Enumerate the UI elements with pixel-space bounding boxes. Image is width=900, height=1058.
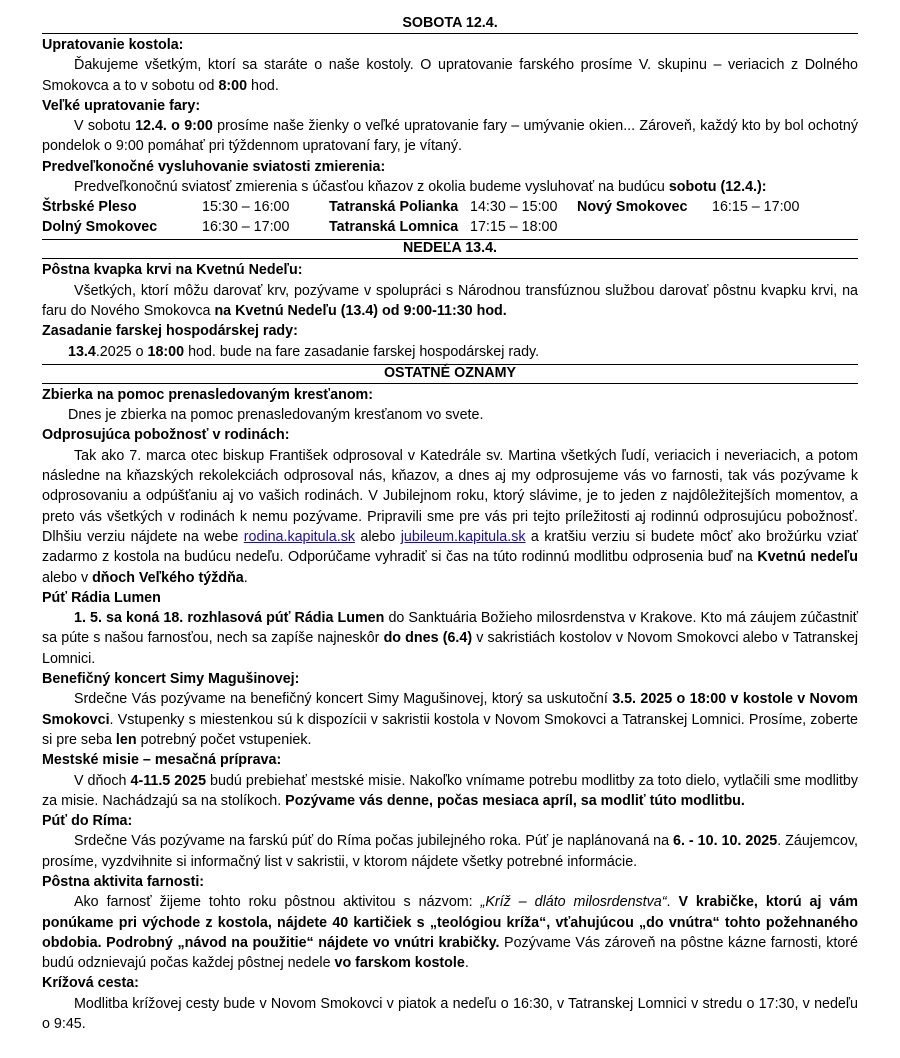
paragraph-church-cleaning <box>42 55 858 96</box>
text: Ako farnosť žijeme tohto roku pôstnou aktivitou s názvom: <box>74 894 481 911</box>
heading-concert: Benefičný koncert Simy Magušinovej: <box>42 671 300 688</box>
heading-lent-activity: Pôstna aktivita farnosti: <box>42 873 205 890</box>
paragraph-radio-lumen <box>42 608 858 669</box>
text: a kratšiu verziu si budete môcť ako brožúrku vziať zadarmo z kostola na budúcu nedeľu. Odporúčame vyhradiť si čas na túto rodinnú modlitbu odprosenia buď na <box>42 528 858 566</box>
bold-text: 1. 5. sa koná 18. rozhlasová púť Rádia Lumen <box>74 610 385 627</box>
text: budú prebiehať mestské misie. Nakoľko vnímame potrebu modlitby za toto dielo, vytlačili sme modlitby za misie. Nachádzajú sa na stolíkoch. <box>42 772 859 809</box>
bold-text: 3.5. 2025 o 18:00 v kostole v Novom Smokovci <box>42 691 859 728</box>
schedule-place: Štrbské Pleso <box>42 199 137 216</box>
bold-text: Kvetnú nedeľu <box>757 549 858 566</box>
text: Srdečne Vás pozývame na benefičný koncert Simy Magušinovej, ktorý sa uskutoční <box>74 691 613 708</box>
text: Predveľkonočnú sviatosť zmierenia s účasťou kňazov z okolia budeme vysluhovať na budúcu <box>74 179 669 196</box>
bold-text: do dnes (6.4) <box>383 630 473 647</box>
paragraph-confession <box>42 177 858 197</box>
heading-stations: Krížová cesta: <box>42 975 139 992</box>
schedule-place: Tatranská Lomnica <box>329 219 459 236</box>
schedule-time: 16:30 – 17:00 <box>202 219 290 236</box>
bold-text: 6. - 10. 10. 2025 <box>673 833 778 850</box>
heading-council: Zasadanie farskej hospodárskej rady: <box>42 323 298 340</box>
schedule-row <box>42 197 858 217</box>
heading-confession: Predveľkonočné vysluhovanie sviatosti zmierenia: <box>42 158 386 175</box>
section-header-sunday: NEDEĽA 13.4. <box>42 237 858 260</box>
bold-text: V krabičke, ktorú aj vám ponúkame pri východe z kostola, nájdete 40 kartičiek s „teológiou kríža“, vťahujúcou „do vnútra“ tohto požehnaného obdobia. Podrobný „návod na použitie“ nájdete vo vnútri krabičky. <box>42 894 858 951</box>
link-rodina[interactable]: rodina.kapitula.sk <box>243 528 355 545</box>
bold-text: vo farskom kostole <box>334 955 465 972</box>
schedule-time: 16:15 – 17:00 <box>712 199 800 216</box>
bold-date: 13.4 <box>68 343 96 360</box>
paragraph-forgiveness <box>42 446 858 588</box>
bold-text: 4-11.5 2025 <box>130 772 207 789</box>
italic-title: „Kríž – dláto milosrdenstva“ <box>480 894 667 911</box>
text: alebo <box>355 528 401 545</box>
paragraph-stations: Modlitba krížovej cesty bude v Novom Smokovci v piatok a nedeľu o 16:30, v Tatranskej Lomnici v stredu o 17:30, v nedeľu o 9:45. <box>42 995 858 1033</box>
bold-time: 18:00 <box>147 343 185 360</box>
text: prosíme naše žienky o veľké upratovanie fary – umývanie okien... Zároveň, každý kto by bol ochotný pondelok o 9:00 pomáhať pri týždennom upratovaní fary, je vítaný. <box>42 118 859 155</box>
text: alebo v <box>42 569 93 586</box>
text: . <box>464 955 469 972</box>
heading-mission: Mestské misie – mesačná príprava: <box>42 752 282 769</box>
section-header-other: OSTATNÉ OZNAMY <box>42 362 858 385</box>
text: do Sanktuária Božieho milosrdenstva v Krakove. Kto má záujem zúčastniť sa púte s našou farnosťou, nech sa zapíše najneskôr <box>42 610 858 647</box>
heading-forgiveness: Odprosujúca pobožnosť v rodinách: <box>42 427 290 444</box>
text: . Záujemcov, prosíme, vyzdvihnite si informačný list v sakristii, v ktorom nájdete všetky potrebné informácie. <box>42 833 858 870</box>
schedule-row <box>42 217 858 237</box>
heading-rome: Púť do Ríma: <box>42 813 133 830</box>
text: v sakristiách kostolov v Novom Smokovci alebo v Tatranskej Lomnici. <box>42 630 858 667</box>
text: potrebný počet vstupeniek. <box>136 731 312 748</box>
paragraph-lent-activity <box>42 892 858 973</box>
paragraph-blood-donation <box>42 281 858 322</box>
text: . Vstupenky s miestenkou sú k dispozícii v sakristii kostola v Novom Smokovci a Tatranskej Lomnici. Prosíme, zoberte si pre seba <box>42 711 858 748</box>
text: .2025 o <box>95 343 148 360</box>
paragraph-mission <box>42 771 858 812</box>
text: hod. bude na fare zasadanie farskej hospodárskej rady. <box>184 343 540 360</box>
bold-time: 8:00 <box>218 77 248 94</box>
bold-date-time: 12.4. o 9:00 <box>135 118 213 135</box>
paragraph-parish-cleaning <box>42 116 858 157</box>
schedule-place: Dolný Smokovec <box>42 219 158 236</box>
bold-text: dňoch Veľkého týždňa <box>92 569 244 586</box>
bold-text: na Kvetnú Nedeľu (13.4) od 9:00-11:30 hod. <box>214 302 507 319</box>
paragraph-collection: Dnes je zbierka na pomoc prenasledovaným kresťanom vo svete. <box>68 407 484 424</box>
schedule-time: 17:15 – 18:00 <box>470 219 558 236</box>
section-header-saturday: SOBOTA 12.4. <box>42 12 858 35</box>
text: . <box>243 569 248 586</box>
text: Ďakujeme všetkým, ktorí sa staráte o naše kostoly. O upratovanie farského prosíme V. skupinu – veriacich z Dolného Smokovca a to v sobotu od <box>42 57 858 94</box>
bold-day: sobotu (12.4.): <box>668 179 767 196</box>
schedule-time: 14:30 – 15:00 <box>470 199 558 216</box>
schedule-place: Tatranská Polianka <box>329 199 459 216</box>
heading-church-cleaning: Upratovanie kostola: <box>42 37 184 53</box>
link-jubileum[interactable]: jubileum.kapitula.sk <box>400 528 526 545</box>
heading-collection: Zbierka na pomoc prenasledovaným kresťanom: <box>42 386 374 403</box>
bold-text: Pozývame vás denne, počas mesiaca apríl, sa modliť túto modlitbu. <box>285 792 745 809</box>
text: V sobotu <box>74 118 136 135</box>
text: V dňoch <box>74 772 131 789</box>
text: Srdečne Vás pozývame na farskú púť do Ríma počas jubilejného roka. Púť je naplánovaná na <box>74 833 674 850</box>
heading-blood-donation: Pôstna kvapka krvi na Kvetnú Nedeľu: <box>42 262 303 279</box>
confession-schedule <box>42 197 858 237</box>
schedule-place: Nový Smokovec <box>577 199 688 216</box>
paragraph-rome <box>42 831 858 872</box>
heading-parish-cleaning: Veľké upratovanie fary: <box>42 97 201 114</box>
text: Pozývame Vás zároveň na pôstne kázne farnosti, ktoré budú odznievajú počas každej pôstnej nedele <box>42 934 859 972</box>
text: hod. <box>247 77 279 94</box>
text: Všetkých, ktorí môžu darovať krv, pozývame v spolupráci s Národnou transfúznou službou darovať pôstnu kvapku krvi, na faru do Nového Smokovca <box>42 282 858 319</box>
heading-radio-lumen: Púť Rádia Lumen <box>42 589 161 606</box>
bold-text: len <box>115 731 137 748</box>
text: . <box>666 894 679 911</box>
text: Tak ako 7. marca otec biskup František odprosoval v Katedrále sv. Martina všetkých ľudí, veriacich i neveriacich, a potom následne na kňazských rekolekciách odprosoval nás, kňazov, a dnes aj my odprosujeme vás vo farnosti, tak vás pozývame k odprosovaniu a odpúšťaniu aj vo vašich rodinách. V Jubilejnom roku, ktorý slávime, je to jeden z najdôležitejších momentov, a preto vás všetkých v rodinách k nemu pozývame. Pripravili sme pre vás pri tejto príležitosti aj rodinnú odprosujúcu pobožnosť. Dlhšiu verziu nájdete na webe <box>42 447 858 545</box>
schedule-time: 15:30 – 16:00 <box>202 199 290 216</box>
paragraph-concert <box>42 689 858 750</box>
paragraph-council <box>42 342 858 362</box>
